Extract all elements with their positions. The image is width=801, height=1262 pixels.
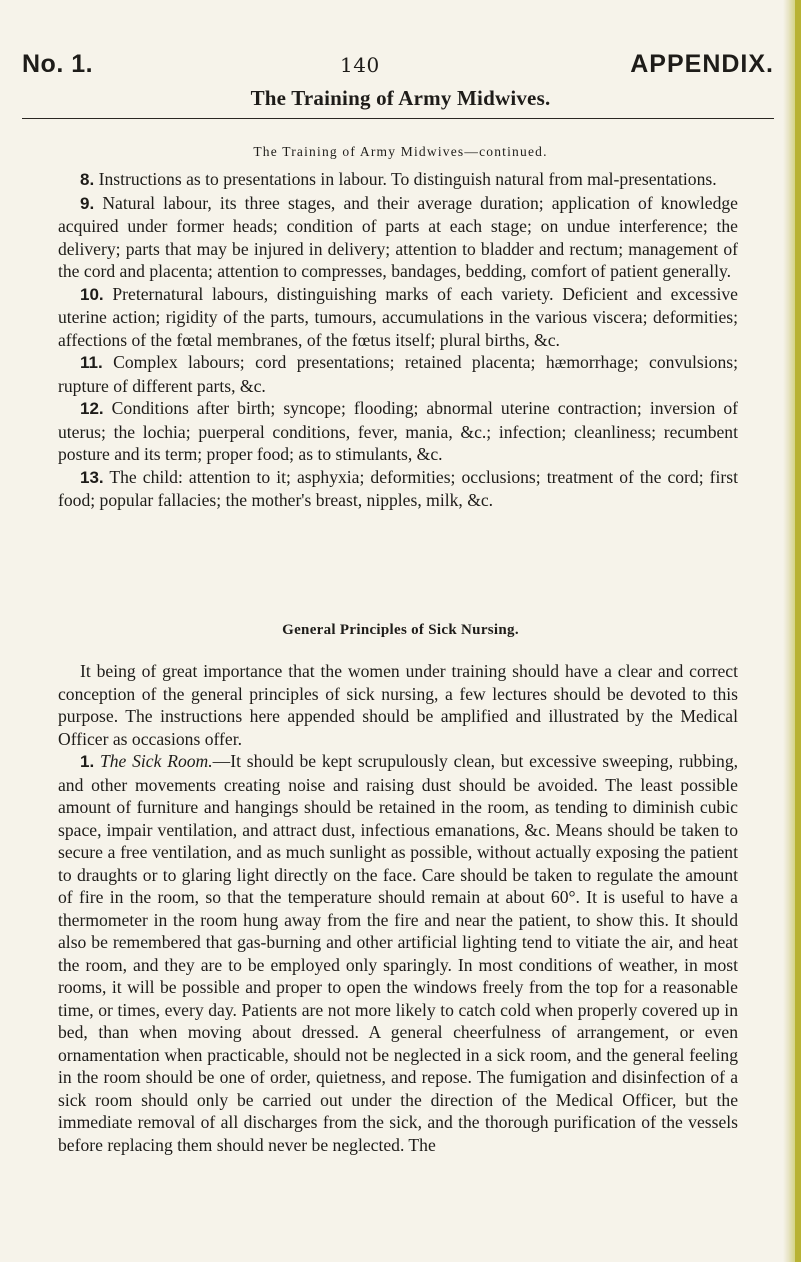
instruction-list bbox=[58, 168, 738, 512]
list-item bbox=[58, 192, 738, 283]
sick-nursing-text bbox=[58, 660, 738, 1156]
item-number: 12. bbox=[80, 399, 104, 418]
list-item bbox=[58, 168, 738, 192]
list-item bbox=[58, 351, 738, 397]
list-item bbox=[58, 466, 738, 512]
item-text: Instructions as to presentations in labour. To distinguish natural from mal-presentations. bbox=[98, 169, 717, 189]
item-number: 8. bbox=[80, 170, 95, 189]
item-text: Complex labours; cord presentations; retained placenta; hæmorrhage; convulsions; rupture of different parts, &c. bbox=[58, 352, 738, 396]
page-title: The Training of Army Midwives. bbox=[250, 86, 551, 110]
section-number: No. 1. bbox=[22, 50, 94, 78]
page-number: 140 bbox=[340, 53, 380, 77]
continued-heading: The Training of Army Midwives—continued. bbox=[253, 144, 548, 159]
list-item bbox=[58, 397, 738, 466]
item-number: 11. bbox=[80, 353, 103, 372]
item-text: Natural labour, its three stages, and their average duration; application of knowledge acquired under former heads; condition of parts at each stage; on undue interference; the delivery; parts that may be injured in delivery; attention to bladder and rectum; management of the cord and placenta; attention to compresses, bandages, bedding, comfort of patient generally. bbox=[58, 192, 738, 281]
header-rule bbox=[22, 118, 774, 119]
item-text: Conditions after birth; syncope; flooding; abnormal uterine contraction; inversion of uterus; the lochia; puerperal conditions, fever, mania, &c.; infection; cleanliness; recumbent posture and its term; proper food; as to stimulants, &c. bbox=[58, 398, 738, 464]
running-head-appendix: APPENDIX. bbox=[630, 50, 774, 78]
item-number: 1. bbox=[80, 752, 95, 771]
sick-room-paragraph bbox=[58, 750, 738, 1156]
item-text: Preternatural labours, distinguishing marks of each variety. Deficient and excessive uterine action; rigidity of the parts, tumours, accumulations in the various viscera; deformities; affections of the fœtal membranes, of the fœtus itself; plural births, &c. bbox=[58, 283, 738, 350]
item-number: 10. bbox=[80, 284, 104, 304]
intro-paragraph: It being of great importance that the women under training should have a clear and correct conception of the general principles of sick nursing, a few lectures should be devoted to this purpose. The instructions here appended should be amplified and illustrated by the Medical Officer as occasions offer. bbox=[58, 661, 738, 749]
sick-room-text: —It should be kept scrupulously clean, but excessive sweeping, rubbing, and other movements creating noise and raising dust should be avoided. The least possible amount of furniture and hangings should be retained in the room, as tending to diminish cubic space, impair ventilation, and attract dust, infectious emanations, &c. Means should be taken to secure a free ventilation, and as much sunlight as possible, without actually exposing the patient to draughts or to glaring light directly on the face. Care should be taken to regulate the amount of fire in the room, so that the temperature should remain at about 60°. It is useful to have a thermometer in the room hung away from the fire and near the patient, to show this. It should also be remembered that gas-burning and other artificial lighting tend to vitiate the air, and heat the room, and they are to be employed only sparingly. In most conditions of weather, in most rooms, it will be possible and proper to open the windows freely from the top for a reasonable time, or times, every day. Patients are not more likely to catch cold when properly covered up in bed, than when moving about dressed. A general cheerfulness of arrangement, or even ornamentation when practicable, should not be neglected in a sick room, and the general feeling in the room should be one of order, quietness, and repose. The fumigation and disinfection of a sick room should only be carried out under the direction of the Medical Officer, but the immediate removal of all discharges from the sick, and the thorough purification of the vessels before replacing them should never be neglected. The bbox=[58, 751, 739, 1155]
list-item bbox=[58, 283, 738, 352]
section-heading: General Principles of Sick Nursing. bbox=[282, 622, 519, 638]
item-number: 9. bbox=[80, 193, 95, 213]
item-text: The child: attention to it; asphyxia; deformities; occlusions; treatment of the cord; first food; popular fallacies; the mother's breast, nipples, milk, &c. bbox=[58, 466, 738, 510]
item-number: 13. bbox=[80, 467, 104, 487]
running-head bbox=[22, 50, 774, 84]
sick-room-heading: The Sick Room. bbox=[99, 751, 213, 771]
